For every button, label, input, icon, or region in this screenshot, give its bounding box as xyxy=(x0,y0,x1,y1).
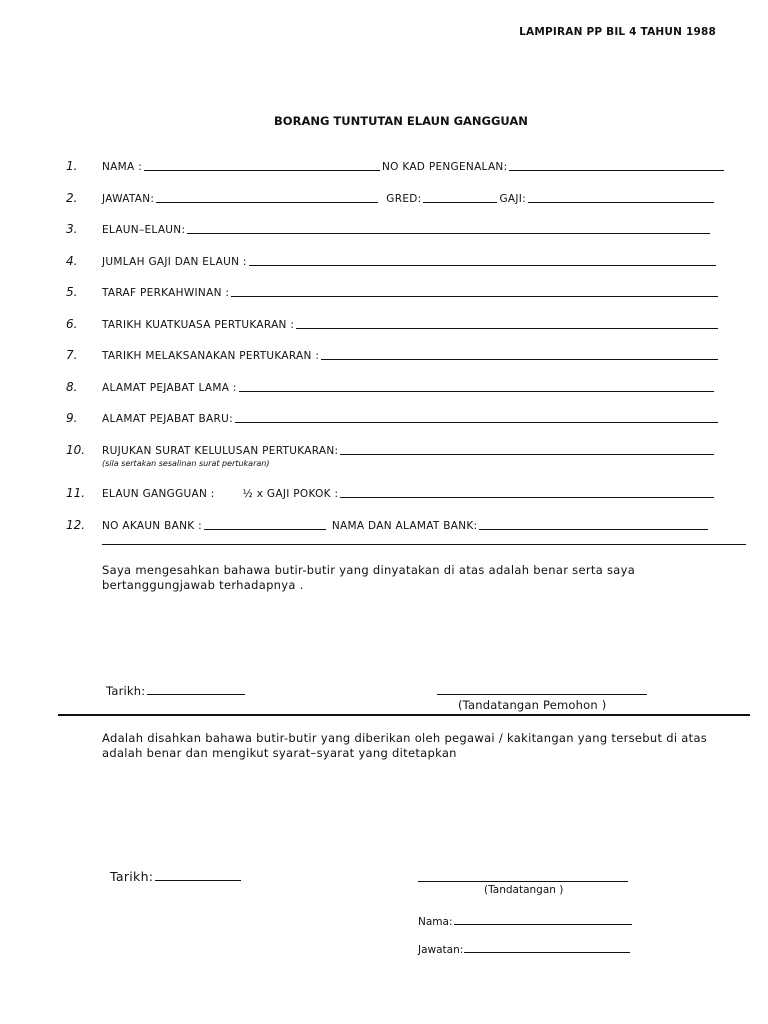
field-number: 3. xyxy=(66,222,78,236)
salary-input-line[interactable] xyxy=(528,191,714,203)
field-number: 9. xyxy=(66,411,78,425)
field-number: 4. xyxy=(66,254,78,268)
field-row-1 xyxy=(66,157,726,173)
field-row-7 xyxy=(66,346,726,362)
officer-date-field xyxy=(110,868,241,884)
officer-name-label: Nama: xyxy=(418,916,453,928)
approval-letter-ref-input-line[interactable] xyxy=(340,443,714,455)
applicant-date-label: Tarikh: xyxy=(106,684,146,698)
field-number: 8. xyxy=(66,380,78,394)
officer-name-field xyxy=(418,914,632,928)
old-office-address-input-line[interactable] xyxy=(239,380,714,392)
field-label-salary: GAJI: xyxy=(499,193,527,205)
officer-signature-label: (Tandatangan ) xyxy=(484,884,564,896)
field-label-ic-number: NO KAD PENGENALAN: xyxy=(381,161,508,173)
field-label-transfer-execution-date: TARIKH MELAKSANAKAN PERTUKARAN : xyxy=(102,350,320,362)
section-divider xyxy=(58,714,750,716)
field-label-total-salary: JUMLAH GAJI DAN ELAUN : xyxy=(102,256,247,268)
field-label-half-basic-salary: ½ x GAJI POKOK : xyxy=(242,488,339,500)
field-label-transfer-effective-date: TARIKH KUATKUASA PERTUKARAN : xyxy=(102,319,295,331)
officer-position-input-line[interactable] xyxy=(464,942,630,953)
transfer-effective-date-input-line[interactable] xyxy=(296,317,718,329)
officer-position-field xyxy=(418,942,630,956)
marital-status-input-line[interactable] xyxy=(231,285,718,297)
field-number: 11. xyxy=(66,486,86,500)
allowances-input-line[interactable] xyxy=(187,222,710,234)
field-label-grade: GRED: xyxy=(386,193,422,205)
field-number: 5. xyxy=(66,285,78,299)
officer-date-label: Tarikh: xyxy=(110,869,154,884)
field-row-4 xyxy=(66,252,726,268)
ic-number-input-line[interactable] xyxy=(509,159,724,171)
applicant-declaration: Saya mengesahkan bahawa butir-butir yang dinyatakan di atas adalah benar serta saya bertanggungjawab terhadapnya . xyxy=(102,563,636,592)
field-row-8 xyxy=(66,378,726,394)
applicant-date-input-line[interactable] xyxy=(147,683,245,695)
field-note-attach-letter: (sila sertakan sesalinan surat pertukaran) xyxy=(102,459,270,468)
transfer-execution-date-input-line[interactable] xyxy=(321,348,718,360)
field-label-approval-letter-ref: RUJUKAN SURAT KELULUSAN PERTUKARAN: xyxy=(102,445,339,457)
field-row-9 xyxy=(66,409,726,425)
new-office-address-input-line[interactable] xyxy=(235,411,718,423)
field-number: 1. xyxy=(66,159,78,173)
bank-address-continuation-line[interactable] xyxy=(102,544,746,545)
field-label-old-office-address: ALAMAT PEJABAT LAMA : xyxy=(102,382,237,394)
applicant-date-field xyxy=(106,683,245,698)
field-row-3 xyxy=(66,220,726,236)
field-number: 2. xyxy=(66,191,78,205)
disturbance-allowance-input-line[interactable] xyxy=(340,486,714,498)
officer-signature-line[interactable] xyxy=(418,881,628,882)
field-row-12 xyxy=(66,516,726,532)
field-label-bank-account: NO AKAUN BANK : xyxy=(102,520,202,532)
field-label-disturbance-allowance: ELAUN GANGGUAN : xyxy=(102,488,215,500)
field-label-position: JAWATAN: xyxy=(102,193,155,205)
grade-input-line[interactable] xyxy=(423,191,497,203)
field-row-6 xyxy=(66,315,726,331)
field-label-marital-status: TARAF PERKAHWINAN : xyxy=(102,287,230,299)
field-number: 10. xyxy=(66,443,86,457)
field-number: 12. xyxy=(66,518,86,532)
officer-name-input-line[interactable] xyxy=(454,914,632,925)
position-input-line[interactable] xyxy=(156,191,378,203)
verification-statement: Adalah disahkan bahawa butir-butir yang diberikan oleh pegawai / kakitangan yang tersebut di atas adalah benar dan mengikut syarat–syarat yang ditetapkan xyxy=(102,731,708,760)
officer-position-label: Jawatan: xyxy=(418,944,464,956)
field-label-allowances: ELAUN–ELAUN: xyxy=(102,224,186,236)
field-row-11 xyxy=(66,484,726,500)
form-title: BORANG TUNTUTAN ELAUN GANGGUAN xyxy=(274,114,528,128)
officer-date-input-line[interactable] xyxy=(155,868,241,881)
field-row-5 xyxy=(66,283,726,299)
field-row-10 xyxy=(66,441,726,457)
field-label-new-office-address: ALAMAT PEJABAT BARU: xyxy=(102,413,233,425)
applicant-signature-label: (Tandatangan Pemohon ) xyxy=(458,698,607,712)
total-salary-input-line[interactable] xyxy=(249,254,716,266)
applicant-signature-line[interactable] xyxy=(437,694,647,695)
document-reference: LAMPIRAN PP BIL 4 TAHUN 1988 xyxy=(519,26,716,38)
name-input-line[interactable] xyxy=(144,159,380,171)
field-row-2 xyxy=(66,189,726,205)
field-label-name: NAMA : xyxy=(102,161,142,173)
field-number: 6. xyxy=(66,317,78,331)
field-label-bank-name-address: NAMA DAN ALAMAT BANK: xyxy=(331,520,478,532)
field-number: 7. xyxy=(66,348,78,362)
bank-name-address-input-line[interactable] xyxy=(479,518,708,530)
bank-account-input-line[interactable] xyxy=(204,518,326,530)
